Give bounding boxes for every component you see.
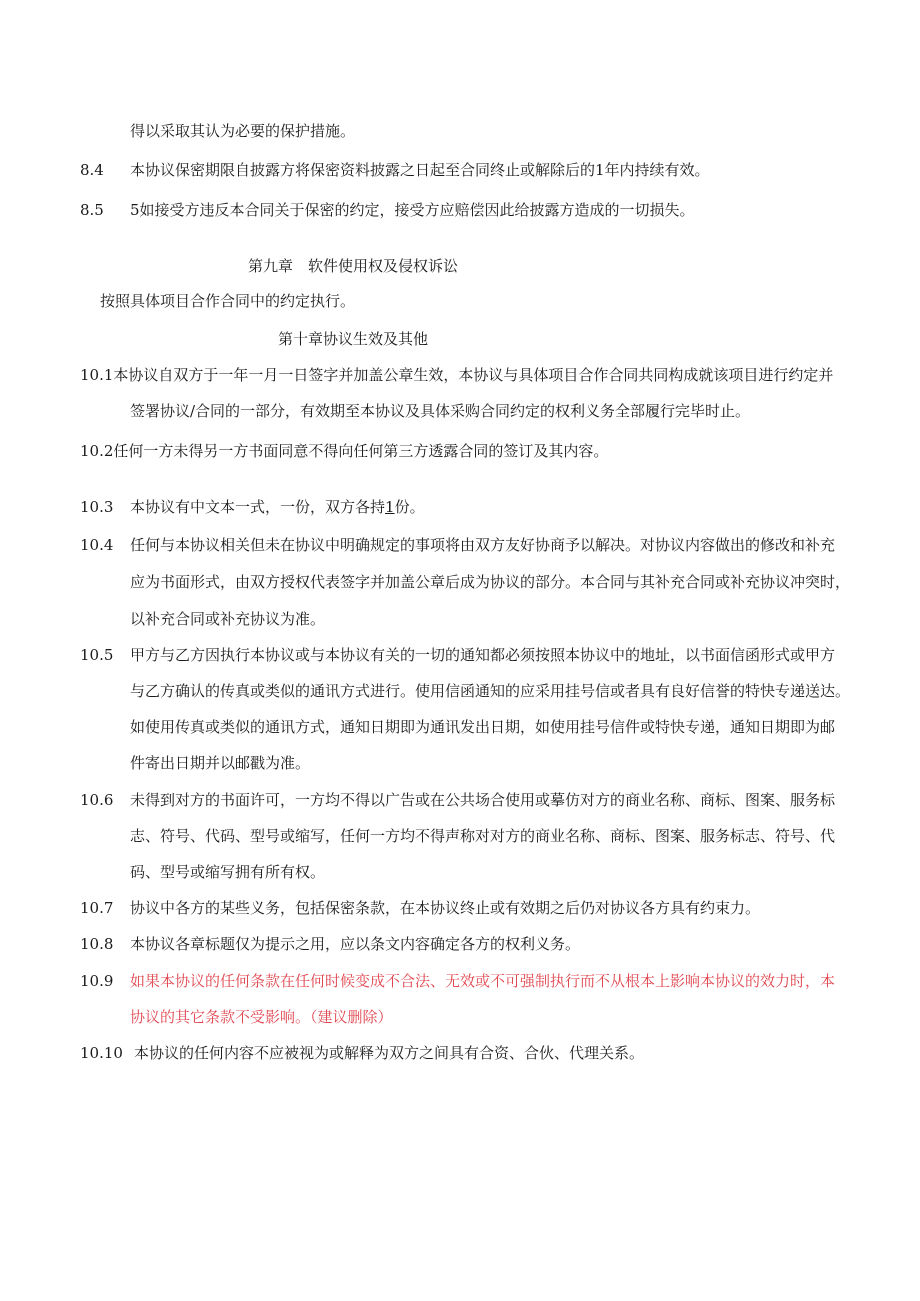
clause-number: 10.6 xyxy=(80,791,114,809)
clause-line: 任何与本协议相关但未在协议中明确规定的事项将由双方友好协商予以解决。对协议内容做出的修改和补充 xyxy=(130,536,836,554)
chapter9-body: 按照具体项目合作合同中的约定执行。 xyxy=(100,292,356,310)
chapter9-label: 第九章 xyxy=(248,257,294,275)
clause-line: 甲方与乙方因执行本协议或与本协议有关的一切的通知都必须按照本协议中的地址，以书面信函形式或甲方 xyxy=(130,646,836,664)
continuation-text: 得以采取其认为必要的保护措施。 xyxy=(130,122,356,140)
clause-line: 未得到对方的书面许可，一方均不得以广告或在公共场合使用或摹仿对方的商业名称、商标、图案、服务标 xyxy=(130,791,836,809)
clause-number: 10.4 xyxy=(80,536,114,554)
clause-number: 10.5 xyxy=(80,646,114,664)
clause-number: 10.9 xyxy=(80,972,114,990)
copies-count: 1 xyxy=(385,498,395,516)
clause-text: 本协议保密期限自披露方将保密资料披露之日起至合同终止或解除后的1年内持续有效。 xyxy=(130,161,710,179)
highlighted-clause-line: 如果本协议的任何条款在任何时候变成不合法、无效或不可强制执行而不从根本上影响本协议的效力时，本 xyxy=(130,972,836,990)
clause-number: 10.8 xyxy=(80,935,114,953)
clause-line: 应为书面形式，由双方授权代表签字并加盖公章后成为协议的部分。本合同与其补充合同或补充协议冲突时， xyxy=(130,573,851,591)
clause-line: 件寄出日期并以邮戳为准。 xyxy=(130,754,311,772)
clause-line: 码、型号或缩写拥有所有权。 xyxy=(130,863,326,881)
clause-line: 与乙方确认的传真或类似的通讯方式进行。使用信函通知的应采用挂号信或者具有良好信誉的特快专递送达。 xyxy=(130,682,851,700)
clause-text: 5如接受方违反本合同关于保密的约定，接受方应赔偿因此给披露方造成的一切损失。 xyxy=(130,201,695,219)
clause-10-3 xyxy=(130,497,425,517)
highlighted-clause-line: 协议的其它条款不受影响。（建议删除） xyxy=(130,1008,393,1026)
clause-10-2: 10.2任何一方未得另一方书面同意不得向任何第三方透露合同的签订及其内容。 xyxy=(80,442,609,460)
clause-text: 本协议有中文本一式，一份，双方各持 xyxy=(130,498,386,516)
clause-number: 8.4 xyxy=(80,161,104,179)
chapter10-title: 第十章协议生效及其他 xyxy=(278,330,429,348)
clause-number: 10.10 xyxy=(80,1044,123,1062)
clause-number: 8.5 xyxy=(80,201,104,219)
clause-number: 10.7 xyxy=(80,899,114,917)
clause-line: 如使用传真或类似的通讯方式，通知日期即为通讯发出日期，如使用挂号信件或特快专递，通知日期即为邮 xyxy=(130,718,836,736)
clause-10-1-line2: 签署协议/合同的一部分，有效期至本协议及具体采购合同约定的权利义务全部履行完毕时止。 xyxy=(130,402,751,420)
clause-line: 以补充合同或补充协议为准。 xyxy=(130,610,326,628)
clause-10-1-line1: 10.1本协议自双方于一年一月一日签字并加盖公章生效，本协议与具体项目合作合同共同构成就该项目进行约定并 xyxy=(80,366,834,384)
clause-number: 10.3 xyxy=(80,498,114,516)
clause-text: 本协议的任何内容不应被视为或解释为双方之间具有合资、合伙、代理关系。 xyxy=(134,1044,645,1062)
clause-text: 本协议各章标题仅为提示之用，应以条文内容确定各方的权利义务。 xyxy=(130,935,581,953)
clause-line: 志、符号、代码、型号或缩写，任何一方均不得声称对对方的商业名称、商标、图案、服务标志、符号、代 xyxy=(130,827,836,845)
clause-text: 份。 xyxy=(394,498,425,516)
clause-text: 协议中各方的某些义务，包括保密条款，在本协议终止或有效期之后仍对协议各方具有约束力。 xyxy=(130,899,761,917)
chapter9-title: 软件使用权及侵权诉讼 xyxy=(308,257,459,275)
